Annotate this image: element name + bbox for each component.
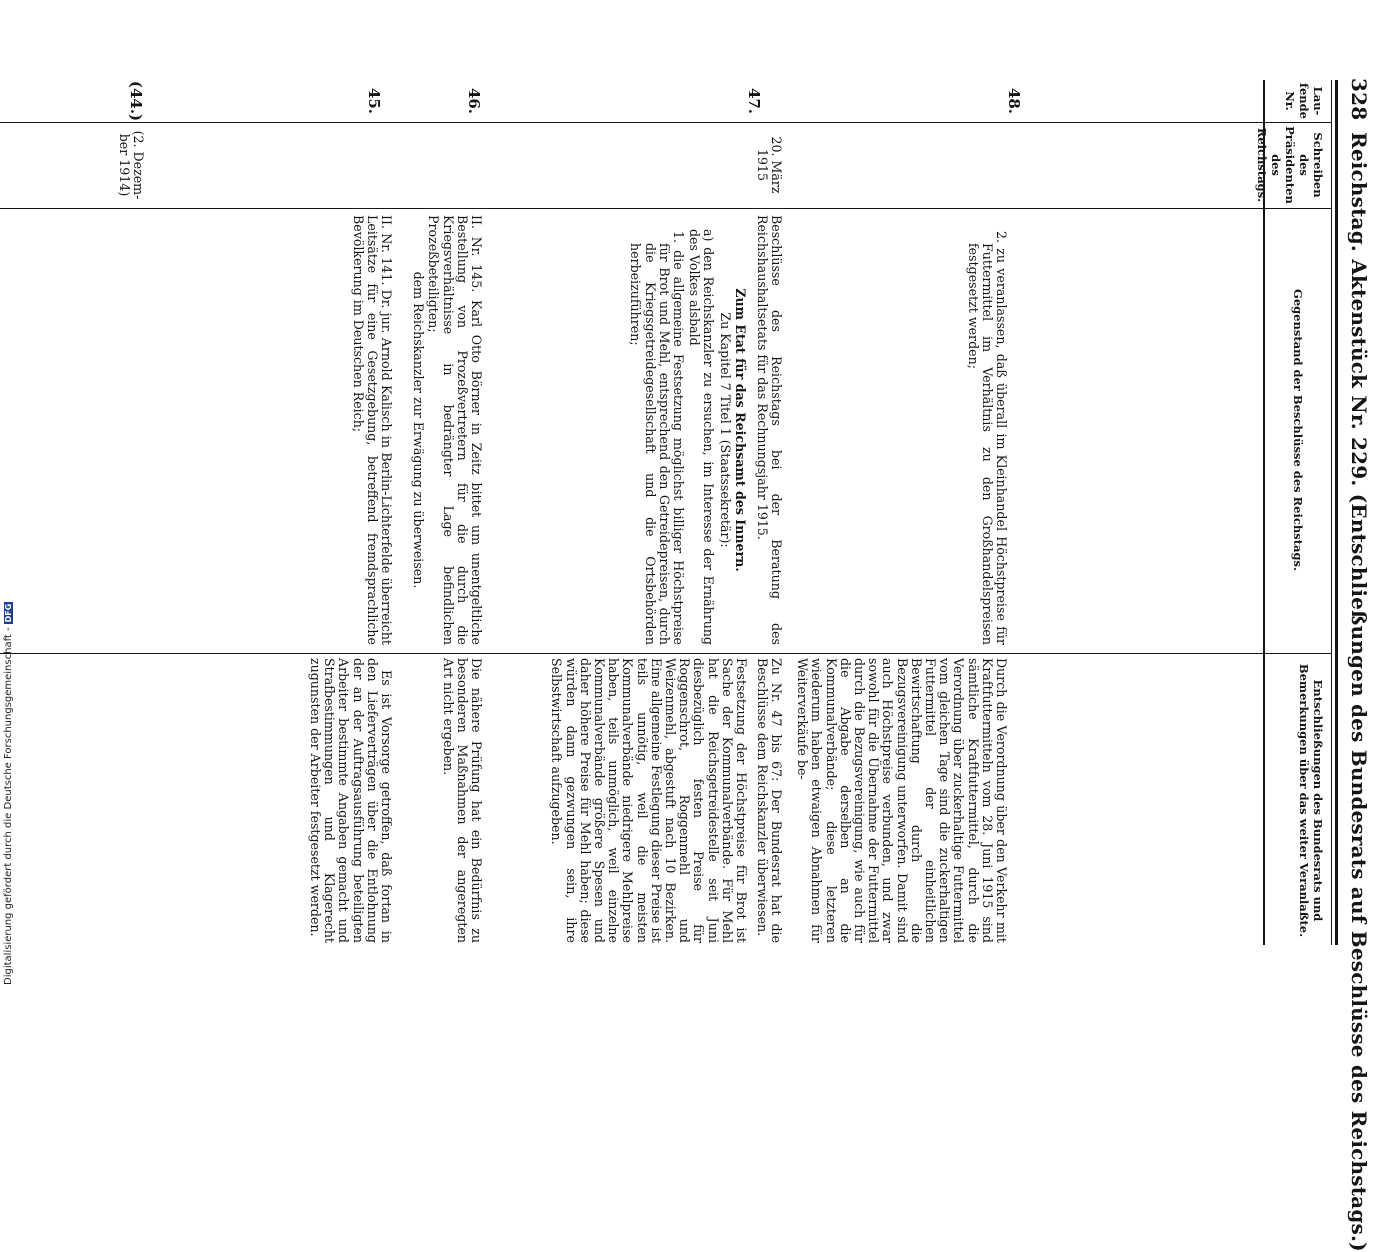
row-46-note: Die nähere Prüfung hat ein Bedürfnis zu besonderen Maßnahmen der angeregten Art nicht ergeben. [440,658,484,943]
row-47-date: 20. März 1915 [754,136,784,194]
row-48-nr: 48. [1005,87,1023,115]
col-head-gegenstand: Gegenstand der Beschlüsse des Reichstags. [1291,289,1305,571]
row-45-text: II. Nr. 141. Dr. jur. Arnold Kalisch in Berlin-Lichterfelde überreicht Leitsätze für eine Gesetzgebung, betreffend fremdsprachliche Bevölkerung im Deutschen Reich; [350,215,394,645]
page-number: 328 [1347,78,1371,121]
dfg-logo: DFG [4,603,13,623]
digitization-credit [3,602,14,985]
col-head-schreiben: Schreiben des Präsidenten des Reichstags. [1255,126,1325,204]
head-rule-bottom [1263,80,1265,945]
row-47-item-a: a) den Reichskanzler zu ersuchen, im Interesse der Ernährung des Volkes alsbald [686,229,716,645]
col-rule-2 [0,208,1331,209]
col-head-entschliessungen: Entschließungen des Bundesrats und Bemerkungen über das weiter Veranlaßte. [1297,663,1325,938]
head-rule-top-thin [1331,80,1332,945]
row-46-nr: 46. [465,87,483,115]
row-48-item-2: 2. zu veranlassen, daß überall im Kleinhandel Höchstpreise für Futtermittel im Verhältnis zu den Großhandelspreisen festgesetzt werden; [965,231,1009,645]
row-47-note: Festsetzung der Höchstpreise für Brot ist Sache der Kommunalverbände. Für Mehl hat die Reichsgetreidestelle seit Juni diesbezüglich festen Preise für Roggenschrot, Roggenmehl und Weizenmehl, abgestuft nach 10 Bezirken. Eine allgemeine Festlegung dieser Preise ist teils unnötig, weil die meisten Kommunalverbände niedrigere Mehlpreise haben, teils unmöglich, weil einzelne Kommunalverbände größere Spesen und daher höhere Preise für Mehl haben; diese würden dann gezwungen sein, ihre Selbstwirtschaft aufzugeben. [549,658,749,943]
col-head-lfd: Lau-fende Nr. [1283,83,1325,119]
credit-text: Digitalisierung gefördert durch die Deutsche Forschungsgemeinschaft - [3,627,14,985]
row-48-note: Durch die Verordnung über den Verkehr mit Kraftfuttermitteln vom 28. Juni 1915 sind sämtliche Kraftfuttermittel, durch die Verordnung über zuckerhaltige Futtermittel vom gleichen Tage sind die zuckerhaltigen Futtermittel der einheitlichen Bewirtschaftung durch die Bezugsvereinigung unterworfen. Damit sind auch Höchstpreise verbunden, und zwar sowohl für die Übernahme der Futtermittel durch die Bezugsvereinigung, wie auch für die Abgabe derselben an die Kommunalverbände; diese letzteren wiederum haben etwaigen Abnahmen für Weiterverkäufe be- [795,658,1009,943]
row-47-nr: 47. [745,87,763,115]
head-rule-top [1335,80,1338,945]
row-44-date: (2. Dezem-ber 1914) [116,130,146,200]
row-44-nr: (44.) [127,80,145,122]
row-47-heading: Zum Etat für das Reichsamt des Innern. [733,288,748,572]
row-47-note-ref: Zu Nr. 47 bis 67: Der Bundesrat hat die Beschlüsse dem Reichskanzler überwiesen. [754,658,784,943]
row-46-text: II. Nr. 145. Karl Otto Börner in Zeitz bittet um unentgeltliche Bestellung von Prozeßvertretern für die durch die Kriegsverhältnisse in bedrängter Lage befindlichen Prozeßbeteiligten; [426,215,484,645]
row-47-intro: Beschlüsse des Reichstags bei der Beratung des Reichshaushaltsetats für das Rechnungsjahr 1915. [754,215,784,645]
col-rule-3 [0,653,1331,654]
running-head: Reichstag. Aktenstück Nr. 229. (Entschließungen des Bundesrats auf Beschlüsse des Reichstags.) [1347,132,1371,1252]
row-46-action: dem Reichskanzler zur Erwägung zu überweisen. [411,271,426,589]
row-45-note: Es ist Vorsorge getroffen, daß fortan in den Lieferverträgen über die Entlohnung der an der Auftragsausführung beteiligten Arbeiter bestimmte Angaben gemacht und Strafbestimmungen und Klagerecht zugunsten der Arbeiter festgesetzt werden. [307,658,394,943]
col-rule-1 [0,122,1331,123]
row-47-item-1: 1. die allgemeine Festsetzung möglichst billiger Höchstpreise für Brot und Mehl, entsprechend den Getreidepreisen, durch die Kriegsgetreidegesellschaft und die Ortsbehörden herbeizuführen; [628,231,686,645]
row-47-subheading: Zu Kapitel 7 Titel 1 (Staatssekretär): [718,312,733,548]
row-45-nr: 45. [365,87,383,115]
